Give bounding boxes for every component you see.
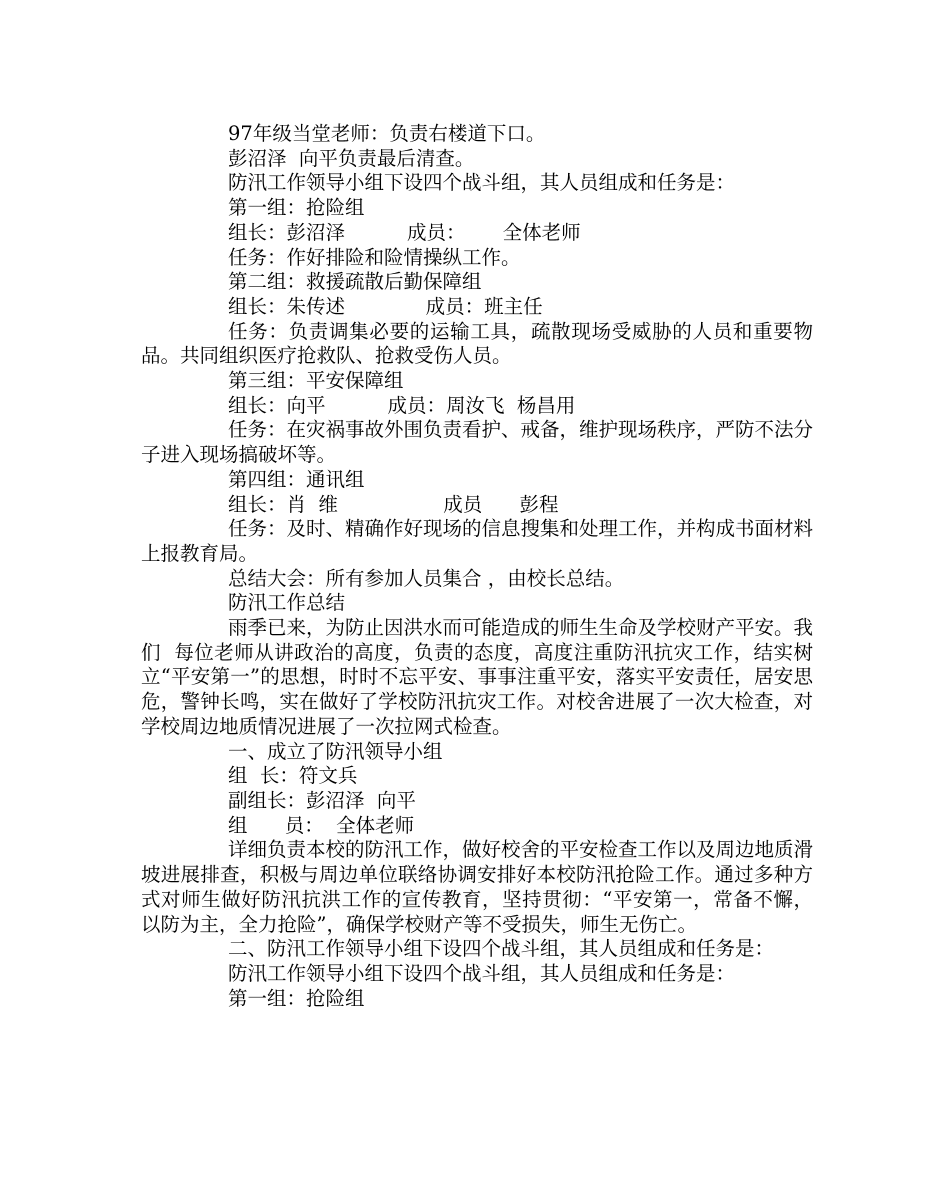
paragraph-10: 第三组：平安保障组 [228, 369, 404, 393]
paragraph-26: 第一组：抢险组 [228, 986, 365, 1010]
paragraph-18: 雨季已来，为防止因洪水而可能造成的师生生命及学校财产平安。我们 每位老师从讲政治的高度，负责的态度，高度注重防汛抗灾工作，结实树立“平安第一”的思想，时时不忘平安、事事注重平安，落实平安责任，居安思危，警钟长鸣，实在做好了学校防汛抗灾工作。对校舍进展了一次大检查，对学校周边地质情况进展了一次拉网式检查。 [141, 616, 814, 738]
document-body [141, 122, 813, 1011]
paragraph-9: 任务：负责调集必要的运输工具，疏散现场受威胁的人员和重要物品。共同组织医疗抢救队、抢救受伤人员。 [141, 319, 813, 368]
paragraph-3: 防汛工作领导小组下设四个战斗组，其人员组成和任务是： [228, 171, 736, 195]
paragraph-15: 任务：及时、精确作好现场的信息搜集和处理工作，并构成书面材料上报教育局。 [141, 517, 814, 565]
paragraph-25: 防汛工作领导小组下设四个战斗组，其人员组成和任务是： [228, 961, 736, 985]
paragraph-24: 二、防汛工作领导小组下设四个战斗组，其人员组成和任务是： [228, 937, 775, 961]
paragraph-22: 组 员： 全体老师 [228, 813, 415, 837]
paragraph-14: 组长：肖 维 成员 彭程 [228, 492, 559, 516]
paragraph-1: 97年级当堂老师：负责右楼道下口。 [228, 122, 546, 145]
paragraph-12: 任务：在灾祸事故外围负责看护、戒备，维护现场秩序，严防不法分子进入现场搞破坏等。 [141, 418, 814, 467]
paragraph-20: 组 长：符文兵 [228, 764, 358, 788]
paragraph-23: 详细负责本校的防汛工作，做好校舍的平安检查工作以及周边地质滑坡进展排查，积极与周边单位联络协调安排好本校防汛抢险工作。通过多种方式对师生做好防汛抗洪工作的宣传教育，坚持贯彻：“平安第一，常备不懈，以防为主，全力抢险”，确保学校财产等不受损失，师生无伤亡。 [141, 838, 814, 936]
paragraph-21: 副组长：彭沼泽 向平 [228, 788, 416, 812]
paragraph-7: 第二组：救援疏散后勤保障组 [228, 270, 482, 294]
paragraph-4: 第一组：抢险组 [228, 196, 365, 220]
paragraph-2: 彭沼泽 向平负责最后清查。 [228, 146, 475, 170]
paragraph-13: 第四组：通讯组 [228, 467, 365, 491]
paragraph-8: 组长：朱传述 成员：班主任 [228, 294, 543, 318]
paragraph-5: 组长：彭沼泽 成员： 全体老师 [228, 220, 581, 244]
paragraph-16: 总结大会：所有参加人员集合 ，由校长总结。 [228, 566, 625, 590]
paragraph-6: 任务：作好排险和险情操纵工作。 [228, 245, 521, 269]
paragraph-11: 组长：向平 成员：周汝飞 杨昌用 [228, 393, 576, 417]
paragraph-19: 一、成立了防汛领导小组 [228, 739, 443, 763]
section-title: 防汛工作总结 [228, 591, 346, 615]
